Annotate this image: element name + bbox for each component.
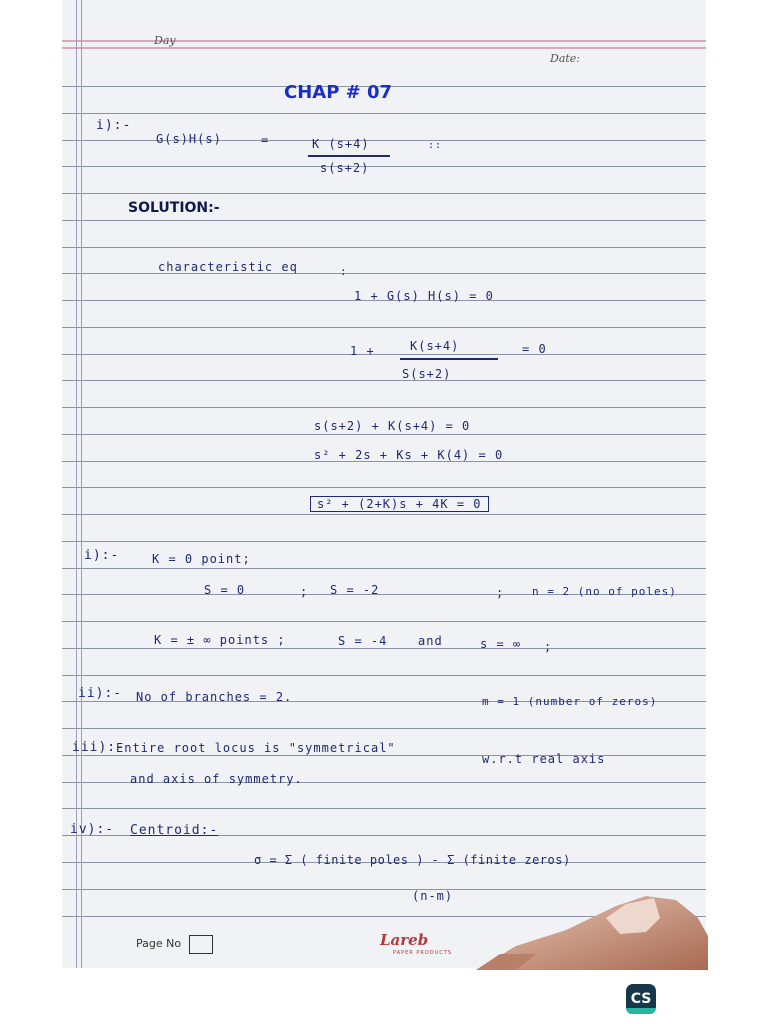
fraction-bar (400, 358, 498, 360)
step2-branches: No of branches = 2. (136, 690, 293, 704)
ruled-line (62, 407, 706, 408)
step1-index: i):- (84, 548, 120, 563)
char-eq-line2-numerator: K(s+4) (410, 339, 460, 353)
char-eq-boxed-result: s² + (2+K)s + 4K = 0 (310, 496, 489, 512)
step3-line1: Entire root locus is "symmetrical" (116, 741, 396, 755)
step3-wrt: w.r.t real axis (482, 752, 606, 766)
ruled-line (62, 621, 706, 622)
camscanner-badge-strip (626, 1008, 656, 1014)
page-number-box (189, 935, 213, 954)
step1-and: and (418, 634, 443, 648)
step4-denominator: (n-m) (412, 889, 454, 903)
ruled-line (62, 487, 706, 488)
camscanner-badge: CS (626, 984, 656, 1014)
ruled-line (62, 675, 706, 676)
ruled-line (62, 728, 706, 729)
finger-photo (476, 888, 708, 970)
step4-centroid-label: Centroid:- (130, 823, 219, 838)
step1-sep2: ; (496, 586, 505, 600)
ruled-line (62, 166, 706, 167)
ruled-line (62, 648, 706, 649)
ruled-line (62, 541, 706, 542)
transfer-function-denominator: s(s+2) (320, 161, 370, 175)
char-eq-line2-denominator: S(s+2) (402, 367, 452, 381)
char-eq-line3: s(s+2) + K(s+4) = 0 (314, 419, 471, 433)
char-eq-colon: : (340, 265, 348, 278)
ruled-line (62, 434, 706, 435)
step2-m-zeros: m = 1 (number of zeros) (482, 695, 658, 708)
ruled-line (62, 808, 706, 809)
step1-s-minus2: S = -2 (330, 583, 380, 597)
page-number-label: Page No (136, 937, 182, 950)
problem-tail: :: (428, 140, 443, 151)
char-eq-line1: 1 + G(s) H(s) = 0 (354, 289, 494, 303)
step1-k-zero: K = 0 point; (152, 552, 251, 566)
equals-sign: = (261, 133, 270, 147)
date-label: Date: (550, 52, 581, 65)
step2-index: ii):- (78, 686, 123, 701)
step1-s-zero: S = 0 (204, 583, 246, 597)
step1-k-infinity: K = ± ∞ points ; (154, 633, 286, 647)
ruled-line (62, 568, 706, 569)
ruled-line (62, 220, 706, 221)
ruled-line (62, 113, 706, 114)
transfer-function-numerator: K (s+4) (312, 137, 370, 151)
step4-centroid-formula: σ = Σ ( finite poles ) - Σ (finite zeros) (254, 853, 571, 867)
ruled-line (62, 514, 706, 515)
char-eq-line4: s² + 2s + Ks + K(4) = 0 (314, 448, 504, 462)
brand-logo: Lareb (380, 931, 429, 949)
char-eq-line2-suffix: = 0 (522, 342, 547, 356)
chapter-title: CHAP # 07 (284, 82, 393, 103)
step3-index: iii):- (72, 740, 125, 755)
step1-sep3: ; (544, 640, 553, 654)
step1-s-infinity: s = ∞ (480, 637, 522, 651)
fraction-bar (308, 155, 390, 157)
header-divider-bottom (62, 47, 706, 49)
problem-index: i):- (96, 118, 132, 133)
step1-sep1: ; (300, 585, 309, 599)
transfer-function-lhs: G(s)H(s) (156, 132, 222, 146)
ruled-line (62, 380, 706, 381)
ruled-line (62, 327, 706, 328)
solution-heading: SOLUTION:- (128, 200, 220, 216)
ruled-line (62, 755, 706, 756)
brand-subtitle: PAPER PRODUCTS (393, 950, 453, 956)
notebook-page (62, 0, 706, 968)
ruled-line (62, 247, 706, 248)
char-eq-line2-prefix: 1 + (350, 344, 375, 358)
step1-s-minus4: S = -4 (338, 634, 388, 648)
day-label: Day (154, 34, 176, 47)
step1-n-poles: n = 2 (no of poles) (532, 585, 677, 598)
ruled-line (62, 193, 706, 194)
step4-index: iv):- (70, 822, 115, 837)
step3-line2: and axis of symmetry. (130, 772, 303, 786)
ruled-line (62, 354, 706, 355)
char-eq-label: characteristic eq (158, 260, 298, 274)
